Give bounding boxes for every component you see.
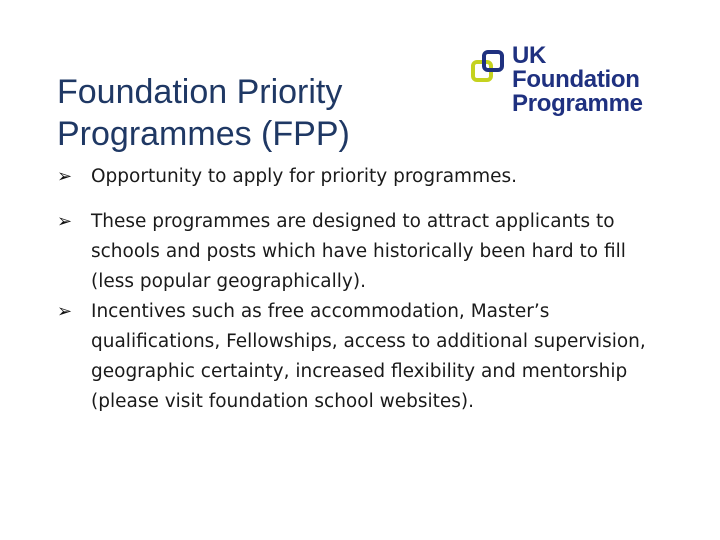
uk-foundation-programme-logo — [470, 44, 670, 124]
bullet-list — [57, 162, 667, 417]
arrow-bullet-icon: ➢ — [57, 166, 73, 187]
list-item — [57, 297, 667, 417]
logo-line-3: Programme — [512, 90, 643, 117]
bullet-text: Opportunity to apply for priority programmes. — [91, 166, 517, 187]
logo-squares-icon — [470, 50, 510, 84]
logo-line-1: UK — [512, 42, 547, 69]
bullet-text: Incentives such as free accommodation, Master’s qualifications, Fellowships, access to additional supervision, geographic certainty, increased flexibility and mentorship (please visit foundation school websites). — [91, 301, 646, 412]
page-title — [57, 71, 457, 155]
logo-text — [512, 44, 643, 116]
arrow-bullet-icon: ➢ — [57, 211, 73, 232]
arrow-bullet-icon: ➢ — [57, 301, 73, 322]
title-line-2: Programmes (FPP) — [57, 114, 350, 153]
logo-line-2: Foundation — [512, 66, 640, 93]
title-line-1: Foundation Priority — [57, 72, 343, 111]
list-item — [57, 207, 667, 297]
list-item — [57, 162, 667, 192]
bullet-text: These programmes are designed to attract applicants to schools and posts which have historically been hard to fill (less popular geographically). — [91, 211, 626, 292]
